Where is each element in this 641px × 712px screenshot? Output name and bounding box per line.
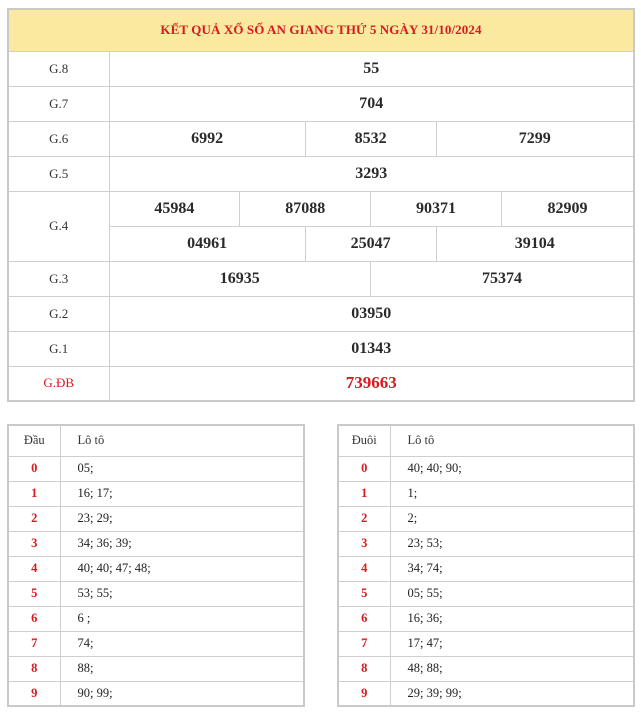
- prize-number: 03950: [109, 296, 634, 331]
- prize-label: G.2: [8, 296, 109, 331]
- row-value: 16; 36;: [390, 606, 634, 631]
- row-value: 29; 39; 99;: [407, 685, 462, 700]
- row-key: 0: [338, 456, 390, 481]
- row-key: 0: [8, 456, 60, 481]
- row-value: 16; 17;: [60, 481, 304, 506]
- row-value: 2;: [390, 506, 634, 531]
- prize-label: G.3: [8, 261, 109, 296]
- prize-number: 82909: [501, 191, 634, 226]
- row-key: 4: [8, 556, 60, 581]
- table-row: [338, 681, 634, 706]
- table-row: [338, 631, 634, 656]
- table-row: [8, 456, 304, 481]
- table-row: [8, 631, 304, 656]
- row-key: 5: [338, 581, 390, 606]
- table-row: [8, 681, 304, 706]
- table-row: [338, 506, 634, 531]
- row-value: 88;: [60, 656, 304, 681]
- row-key: 9: [8, 681, 60, 706]
- prize-number: 45984: [109, 191, 240, 226]
- prize-number: 90371: [371, 191, 502, 226]
- table-row: [8, 506, 304, 531]
- row-key: 9: [338, 681, 390, 706]
- table-row: [338, 606, 634, 631]
- prize-row-g1: [8, 331, 634, 366]
- prize-label: G.6: [8, 121, 109, 156]
- row-value: 23; 29;: [60, 506, 304, 531]
- row-value: 23; 53;: [390, 531, 634, 556]
- row-value: 34; 74;: [390, 556, 634, 581]
- prize-number: 7299: [436, 121, 634, 156]
- table-row: [8, 556, 304, 581]
- prize-number: 16935: [109, 261, 371, 296]
- header-duoi: Đuôi: [338, 425, 390, 456]
- prize-row-g6: [8, 121, 634, 156]
- row-key: 6: [8, 606, 60, 631]
- table-row: [338, 656, 634, 681]
- row-key: 2: [338, 506, 390, 531]
- row-key: 5: [8, 581, 60, 606]
- prize-row-g8: [8, 51, 634, 86]
- row-value: 6 ;: [60, 606, 304, 631]
- prize-number: 87088: [240, 191, 371, 226]
- prize-row-g4: [8, 191, 634, 226]
- dau-loto-table: [7, 424, 305, 707]
- table-row: [338, 456, 634, 481]
- header-dau: Đầu: [8, 425, 60, 456]
- prize-number: 01343: [109, 331, 634, 366]
- header-loto: Lô tô: [390, 425, 634, 456]
- prize-number: 55: [109, 51, 634, 86]
- row-key: 3: [338, 531, 390, 556]
- prize-number: 39104: [436, 226, 634, 261]
- row-value: 17; 47;: [390, 631, 634, 656]
- row-value: 1;: [390, 481, 634, 506]
- row-value: 53; 55;: [60, 581, 304, 606]
- row-value: 48; 88;: [390, 656, 634, 681]
- row-key: 1: [8, 481, 60, 506]
- prize-label: G.7: [8, 86, 109, 121]
- table-row: [8, 481, 304, 506]
- duoi-loto-table: [337, 424, 635, 707]
- prize-label: G.8: [8, 51, 109, 86]
- row-value: 05; 55;: [390, 581, 634, 606]
- row-value: 05;: [60, 456, 304, 481]
- row-value: 34; 36; 39;: [60, 531, 304, 556]
- prize-number: 04961: [109, 226, 305, 261]
- prize-number: 8532: [305, 121, 436, 156]
- prize-row-g5: [8, 156, 634, 191]
- prize-number: 75374: [371, 261, 634, 296]
- row-key: 8: [8, 656, 60, 681]
- table-row: [338, 531, 634, 556]
- row-key: 1: [338, 481, 390, 506]
- row-value: 90; 99;: [77, 685, 113, 700]
- table-row: [8, 581, 304, 606]
- prize-row-g3: [8, 261, 634, 296]
- row-key: 2: [8, 506, 60, 531]
- table-row: [338, 556, 634, 581]
- row-value: 74;: [60, 631, 304, 656]
- row-value: 40; 40; 47; 48;: [60, 556, 304, 581]
- prize-row-gdb: [8, 366, 634, 401]
- table-row: [8, 531, 304, 556]
- table-row: [8, 606, 304, 631]
- prize-row-g2: [8, 296, 634, 331]
- row-value: 40; 40; 90;: [390, 456, 634, 481]
- row-key: 3: [8, 531, 60, 556]
- row-key: 7: [338, 631, 390, 656]
- table-row: [338, 481, 634, 506]
- table-header: [338, 425, 634, 456]
- results-table: [7, 8, 635, 402]
- row-key: 7: [8, 631, 60, 656]
- prize-label-special: G.ĐB: [8, 366, 109, 401]
- prize-row-g7: [8, 86, 634, 121]
- row-key: 8: [338, 656, 390, 681]
- row-key: 6: [338, 606, 390, 631]
- special-prize-number: 739663: [109, 366, 634, 401]
- prize-label: G.4: [8, 191, 109, 261]
- prize-label: G.5: [8, 156, 109, 191]
- header-loto: Lô tô: [60, 425, 304, 456]
- prize-number: 3293: [109, 156, 634, 191]
- prize-number: 6992: [109, 121, 305, 156]
- table-row: [8, 656, 304, 681]
- table-header: [8, 425, 304, 456]
- prize-number: 25047: [305, 226, 436, 261]
- results-title: KẾT QUẢ XỔ SỐ AN GIANG THỨ 5 NGÀY 31/10/2024: [8, 9, 634, 51]
- prize-number: 704: [109, 86, 634, 121]
- table-row: [338, 581, 634, 606]
- row-key: 4: [338, 556, 390, 581]
- prize-label: G.1: [8, 331, 109, 366]
